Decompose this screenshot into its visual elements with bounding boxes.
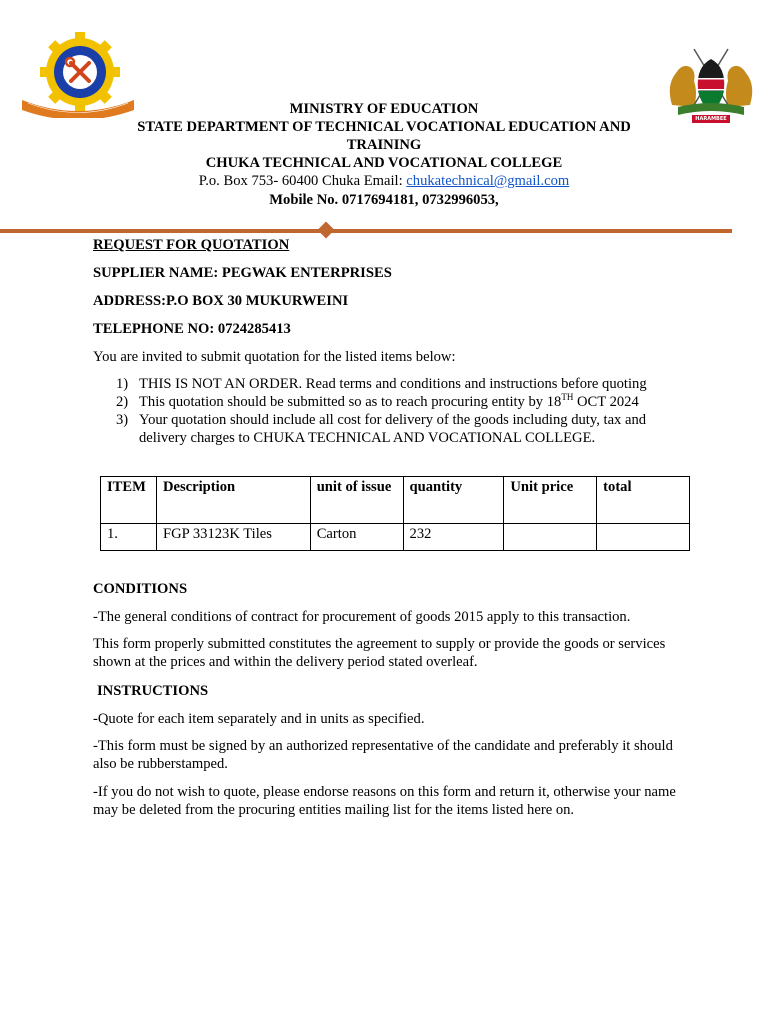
conditions-paragraph-2: This form properly submitted constitutes the agreement to supply or provide the goods or services shown at the prices and within the delivery period stated overleaf. [93, 636, 666, 670]
instructions-paragraph-1: -Quote for each item separately and in units as specified. [93, 711, 425, 727]
list-text: This quotation should be submitted so as to reach procuring entity by 18 [139, 394, 562, 410]
cell-unit: Carton [310, 524, 403, 551]
instructions-paragraph-2: -This form must be signed by an authorized representative of the candidate and preferably it should also be rubberstamped. [93, 738, 673, 772]
state-department-line-cont: TRAINING [346, 137, 422, 153]
cell-quantity: 232 [403, 524, 504, 551]
list-text: Your quotation should include all cost for delivery of the goods including duty, tax and delivery charges to CHUKA TECHNICAL AND VOCATIONAL COLLEGE. [139, 412, 647, 446]
college-name: CHUKA TECHNICAL AND VOCATIONAL COLLEGE [205, 155, 563, 171]
instructions-list [93, 375, 683, 447]
list-text-date: OCT 2024 [573, 394, 639, 410]
instructions-title: INSTRUCTIONS [97, 683, 209, 699]
intro-text: You are invited to submit quotation for the listed items below: [93, 349, 456, 365]
list-text: THIS IS NOT AN ORDER. Read terms and conditions and instructions before quoting [139, 376, 647, 392]
supplier-address: ADDRESS:P.O BOX 30 MUKURWEINI [93, 293, 349, 309]
list-text-superscript: TH [561, 392, 574, 403]
list-item [93, 393, 683, 411]
state-department-line: STATE DEPARTMENT OF TECHNICAL VOCATIONAL EDUCATION AND [137, 119, 631, 135]
list-number: 3) [116, 412, 129, 428]
list-number: 2) [116, 394, 129, 410]
mobile-line: Mobile No. 0717694181, 0732996053, [269, 192, 499, 208]
column-header-item: ITEM [101, 477, 157, 524]
list-item [93, 375, 683, 393]
email-link[interactable]: chukatechnical@gmail.com [406, 173, 570, 189]
address-line [0, 172, 768, 190]
conditions-title: CONDITIONS [93, 581, 188, 597]
column-header-unit-price: Unit price [504, 477, 597, 524]
column-header-total: total [597, 477, 690, 524]
request-title: REQUEST FOR QUOTATION [93, 237, 290, 253]
column-header-unit: unit of issue [310, 477, 403, 524]
supplier-telephone: TELEPHONE NO: 0724285413 [93, 321, 291, 337]
ministry-line: MINISTRY OF EDUCATION [289, 101, 479, 117]
cell-item: 1. [101, 524, 157, 551]
instructions-paragraph-3: -If you do not wish to quote, please endorse reasons on this form and return it, otherwise your name may be deleted from the procuring entities mailing list for the items listed here on. [93, 784, 676, 818]
supplier-name: SUPPLIER NAME: PEGWAK ENTERPRISES [93, 265, 392, 281]
column-header-quantity: quantity [403, 477, 504, 524]
address-text: P.o. Box 753- 60400 Chuka Email: [198, 173, 407, 189]
table-row [101, 524, 690, 551]
divider-diamond [318, 222, 335, 239]
header-divider [0, 229, 732, 233]
cell-description: FGP 33123K Tiles [156, 524, 310, 551]
cell-total[interactable] [597, 524, 690, 551]
conditions-paragraph-1: -The general conditions of contract for procurement of goods 2015 apply to this transaction. [93, 609, 631, 625]
quotation-table [100, 476, 690, 551]
list-item [93, 411, 683, 447]
column-header-description: Description [156, 477, 310, 524]
cell-unit-price[interactable] [504, 524, 597, 551]
coat-of-arms-motto: HARAMBEE [695, 116, 727, 122]
list-number: 1) [116, 376, 129, 392]
table-header-row [101, 477, 690, 524]
